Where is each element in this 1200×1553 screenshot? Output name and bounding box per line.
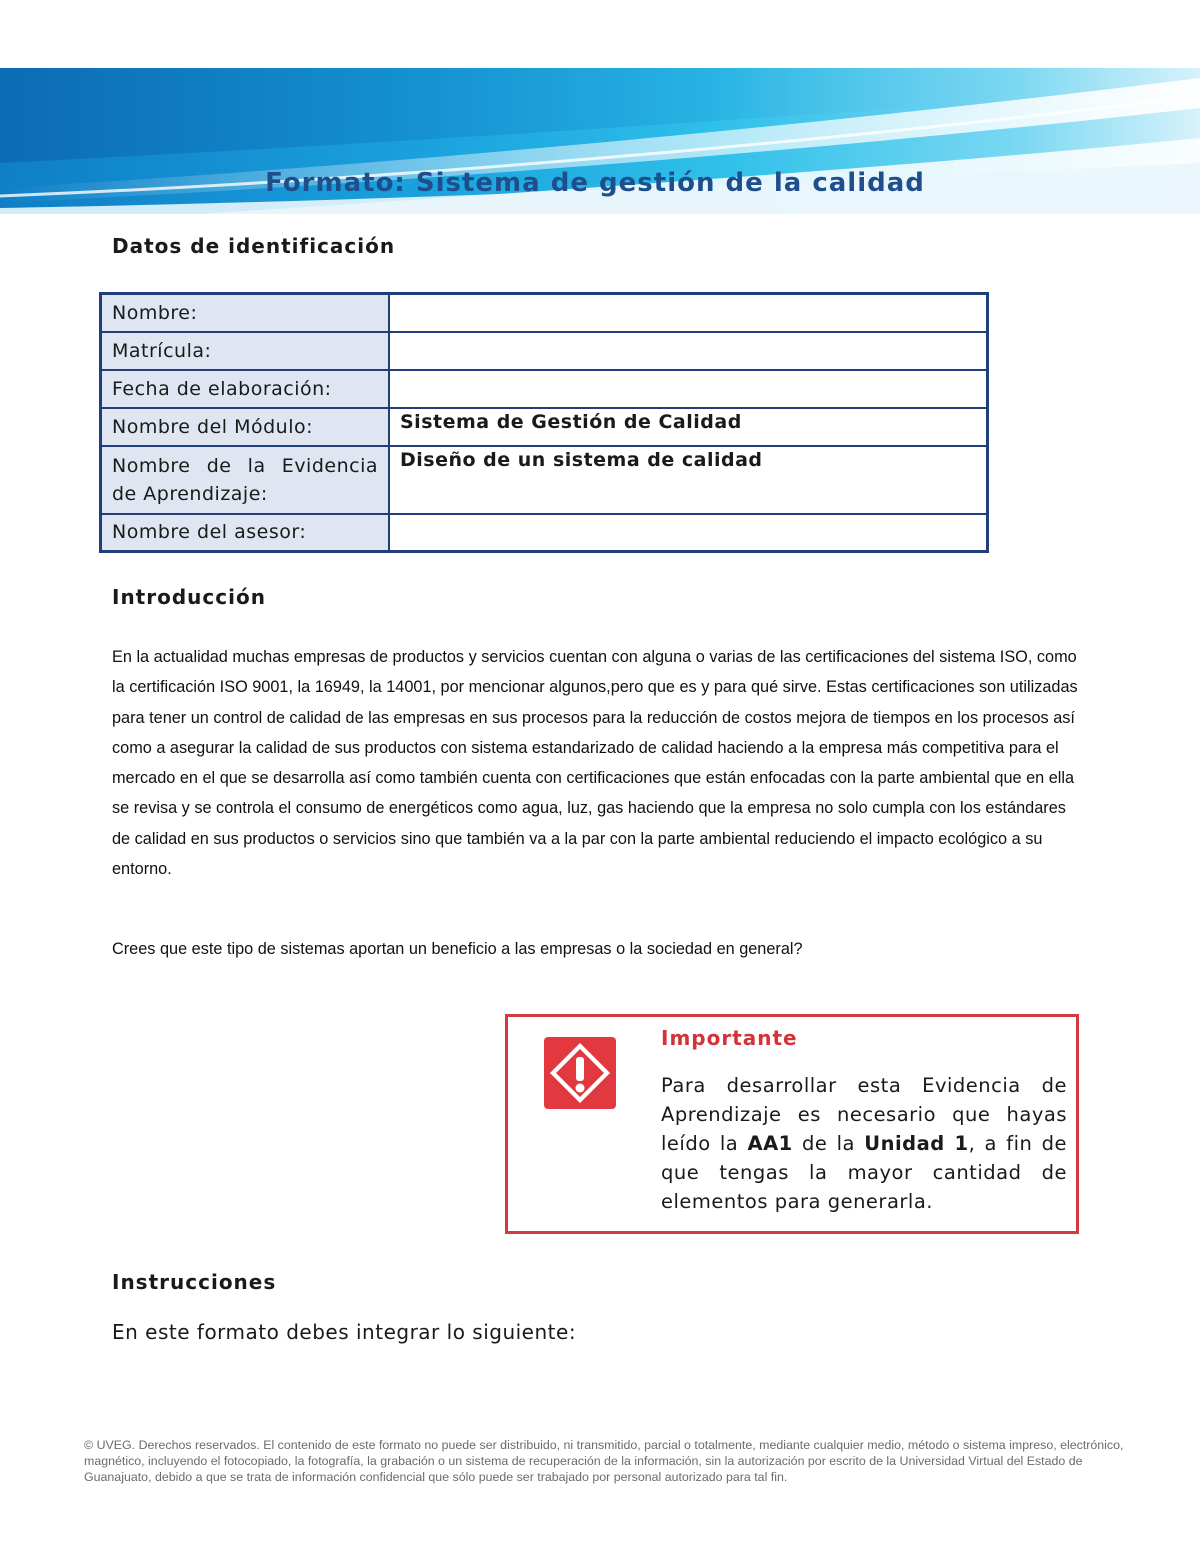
notice-activity: AA1 [747, 1132, 793, 1155]
identification-heading: Datos de identificación [112, 234, 396, 258]
notice-text: de la [792, 1132, 865, 1155]
instructions-heading: Instrucciones [112, 1270, 277, 1294]
date-label: Fecha de elaboración: [101, 370, 390, 408]
enrollment-label: Matrícula: [101, 332, 390, 370]
document-title: Formato: Sistema de gestión de la calidad [265, 168, 925, 198]
advisor-field[interactable] [389, 514, 988, 552]
module-field[interactable]: Sistema de Gestión de Calidad [389, 408, 988, 446]
table-row [101, 514, 988, 552]
notice-unit: Unidad 1 [864, 1132, 969, 1155]
date-field[interactable] [389, 370, 988, 408]
notice-title: Importante [661, 1026, 798, 1050]
evidence-label: Nombre de la Evidencia de Aprendizaje: [101, 446, 390, 514]
evidence-field[interactable]: Diseño de un sistema de calidad [389, 446, 988, 514]
table-row [101, 332, 988, 370]
advisor-label: Nombre del asesor: [101, 514, 390, 552]
important-notice [505, 1014, 1079, 1234]
warning-icon [544, 1037, 616, 1109]
table-row [101, 446, 988, 514]
enrollment-field[interactable] [389, 332, 988, 370]
notice-body [661, 1071, 1067, 1216]
notice-text: Para desarrollar esta Evidencia de Aprendizaje es necesario que hayas leído la [661, 1074, 1067, 1155]
identification-table [99, 292, 989, 553]
name-field[interactable] [389, 294, 988, 332]
table-row [101, 408, 988, 446]
name-label: Nombre: [101, 294, 390, 332]
introduction-heading: Introducción [112, 585, 266, 609]
table-row [101, 294, 988, 332]
table-row [101, 370, 988, 408]
module-label: Nombre del Módulo: [101, 408, 390, 446]
instructions-text: En este formato debes integrar lo siguiente: [112, 1320, 577, 1344]
introduction-question: Crees que este tipo de sistemas aportan un beneficio a las empresas o la sociedad en general? [112, 940, 803, 958]
introduction-paragraph: En la actualidad muchas empresas de productos y servicios cuentan con alguna o varias de las certificaciones del sistema ISO, como la certificación ISO 9001, la 16949, la 14001, por mencionar algunos,pero que es y para qué sirve. Estas certificaciones son utilizadas para tener un control de calidad de las empresas en sus procesos para la reducción de costos mejora de tiempos en los procesos así como a asegurar la calidad de sus productos con sistema estandarizado de calidad haciendo a la empresa más competitiva para el mercado en el que se desarrolla así como también cuenta con certificaciones que están enfocadas con la parte ambiental que en ella se revisa y se controla el consumo de energéticos como agua, luz, gas haciendo que la empresa no solo cumpla con los estándares de calidad en sus productos o servicios sino que también va a la par con la parte ambiental reduciendo el impacto ecológico a su entorno. [112, 648, 1078, 879]
copyright-footer: © UVEG. Derechos reservados. El contenido de este formato no puede ser distribuido, ni transmitido, parcial o totalmente, mediante cualquier medio, método o sistema impreso, electrónico, magnético, incluyendo el fotocopiado, la fotografía, la grabación o un sistema de recuperación de la información, sin la autorización por escrito de la Universidad Virtual del Estado de Guanajuato, debido a que se trata de información confidencial que sólo puede ser trabajado por personal autorizado para tal fin. [84, 1438, 1124, 1484]
notice-text: , a fin de que tengas la mayor cantidad de elementos para generarla. [661, 1132, 1067, 1213]
